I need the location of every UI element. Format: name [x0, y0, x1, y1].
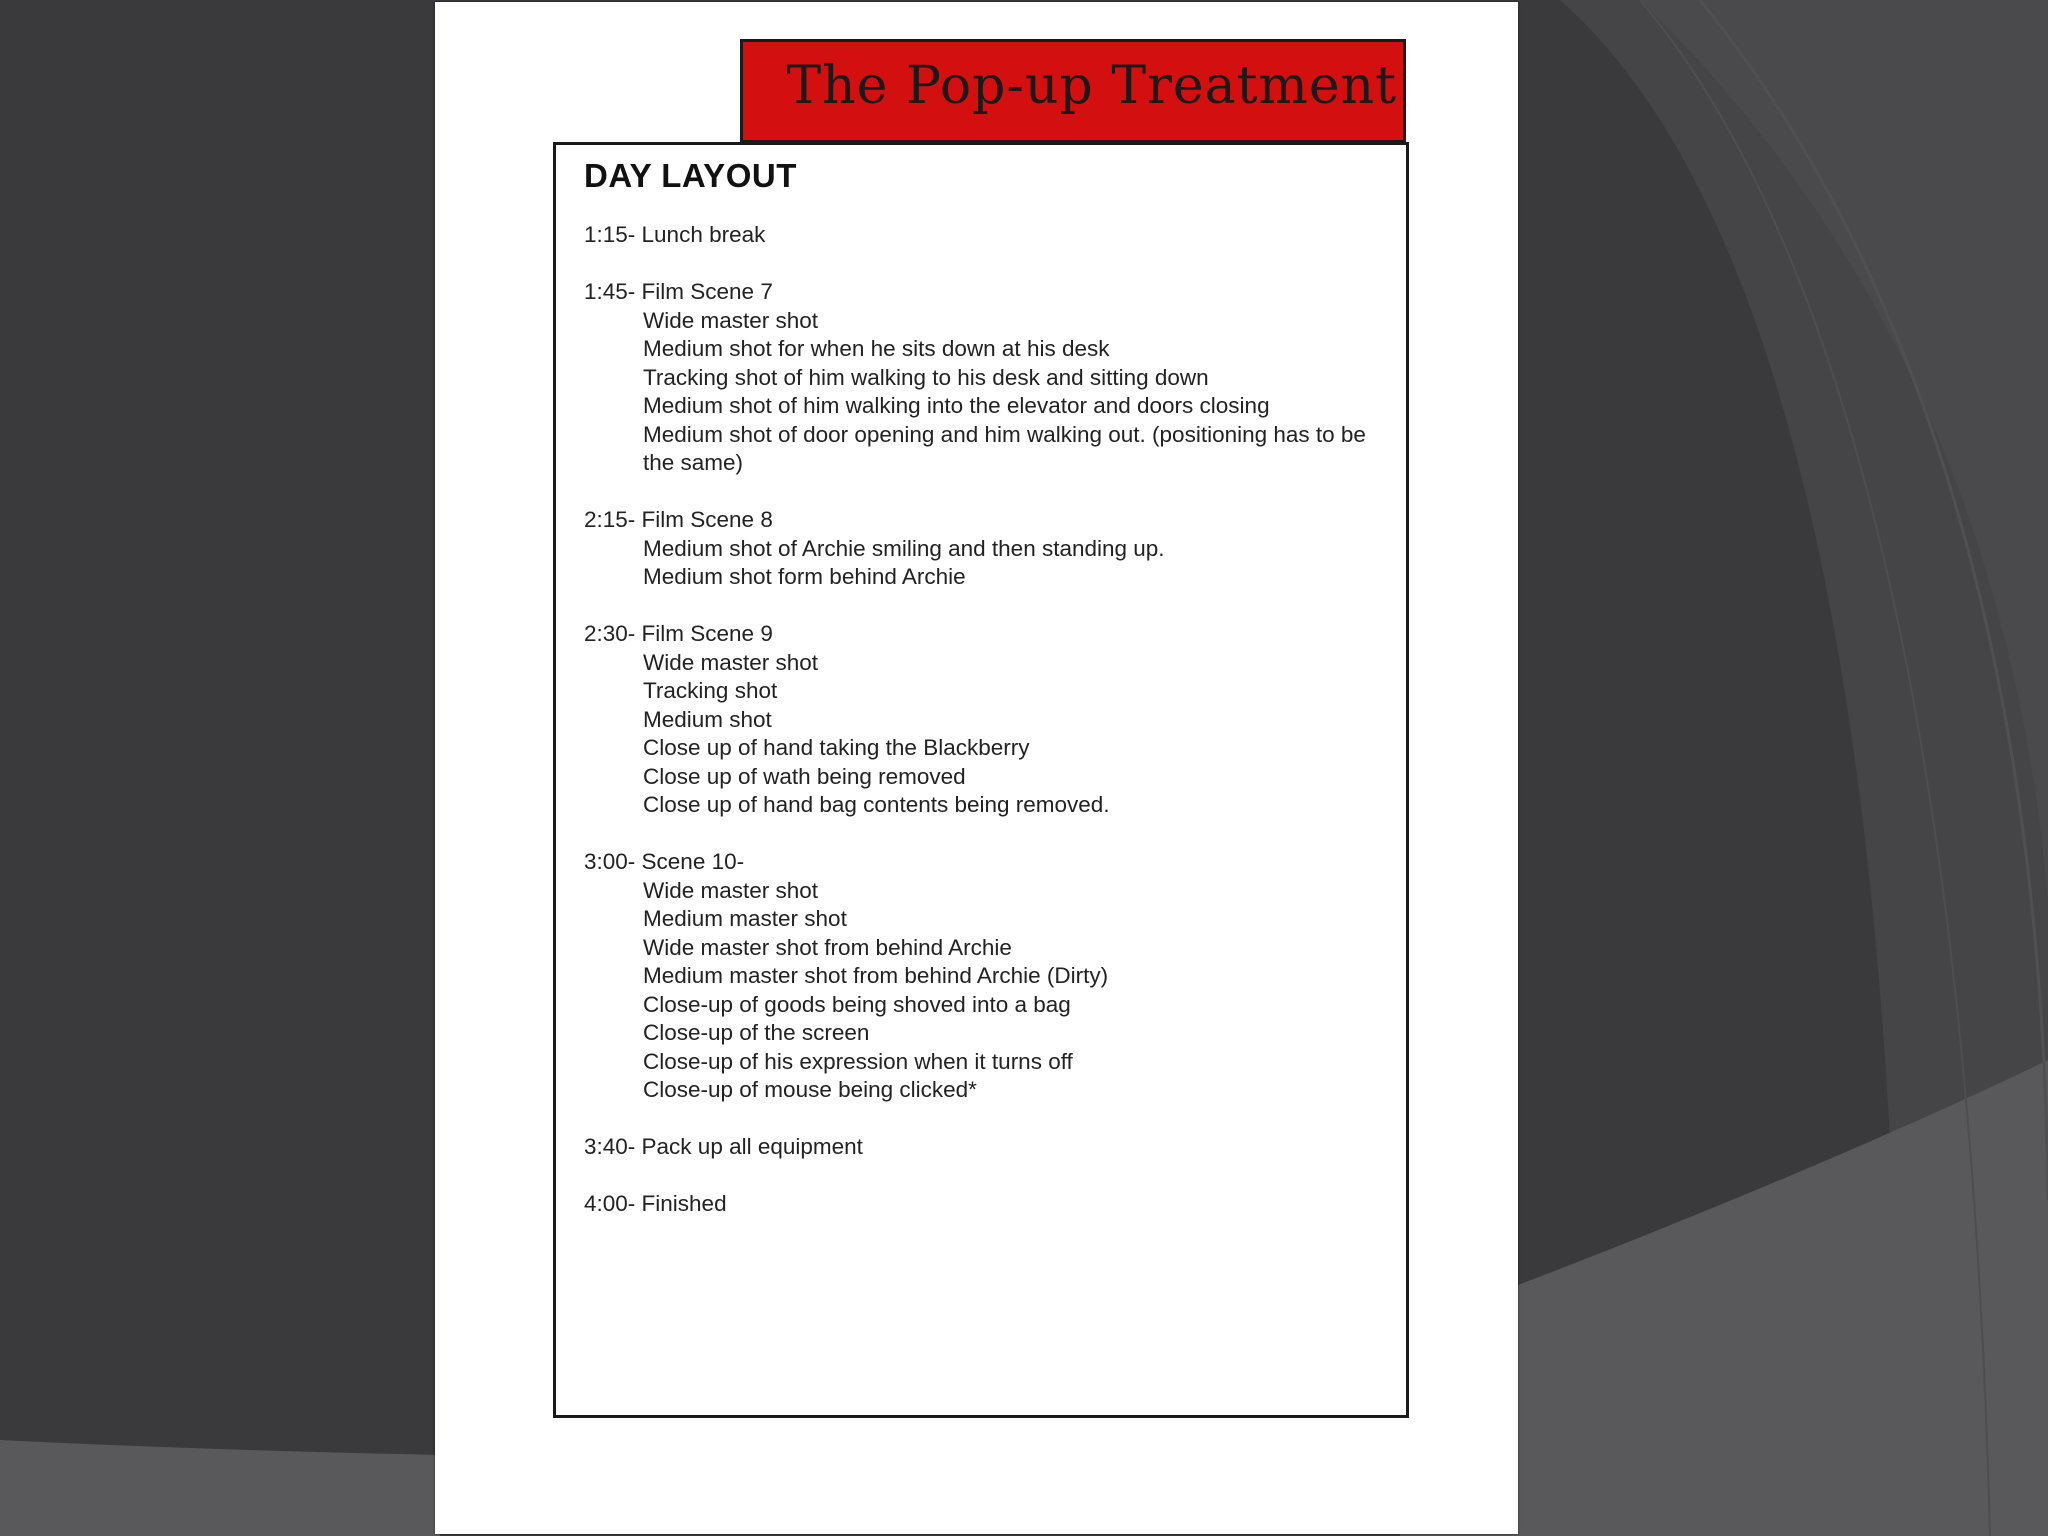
schedule-block: [584, 506, 1384, 592]
shot-item: Medium master shot: [643, 906, 847, 931]
schedule-block: [584, 221, 1384, 250]
shot-item: Wide master shot: [643, 649, 819, 675]
schedule-entry: 2:30- Film Scene 9: [584, 621, 773, 646]
schedule-block: [584, 1190, 1384, 1219]
shot-item: Medium shot of him walking into the elevator and doors closing: [643, 393, 1270, 418]
document-page: [435, 2, 1518, 1534]
schedule-entry: 2:15- Film Scene 8: [584, 507, 773, 532]
shot-item: Medium shot of Archie smiling and then standing up.: [643, 535, 1165, 561]
shot-item: Medium shot of door opening and him walking out. (positioning has to be the same): [643, 421, 1366, 475]
shot-item: Medium master shot from behind Archie (Dirty): [643, 963, 1109, 988]
shot-item: Close up of hand taking the Blackberry: [643, 735, 1030, 760]
shot-item: Close-up of the screen: [643, 1020, 870, 1045]
shot-item: Close up of wath being removed: [643, 763, 966, 789]
schedule-entry: 3:40- Pack up all equipment: [584, 1134, 863, 1159]
shot-item: Close-up of mouse being clicked*: [643, 1077, 977, 1102]
shot-item: Close up of hand bag contents being removed.: [643, 792, 1110, 817]
shot-item: Medium shot: [643, 706, 772, 732]
schedule-list: [584, 221, 1384, 1247]
shot-item: Medium shot for when he sits down at his desk: [643, 336, 1110, 361]
shot-item: Wide master shot: [643, 877, 819, 903]
schedule-entry: 1:15- Lunch break: [584, 222, 766, 247]
shot-item: Tracking shot of him walking to his desk and sitting down: [643, 364, 1209, 390]
shot-item: Wide master shot: [643, 307, 819, 333]
schedule-entry: 1:45- Film Scene 7: [584, 279, 773, 304]
shot-item: Close-up of his expression when it turns off: [643, 1048, 1073, 1074]
section-heading: DAY LAYOUT: [584, 157, 797, 194]
document-title: The Pop-up Treatment: [786, 56, 1397, 116]
schedule-entry: 4:00- Finished: [584, 1191, 727, 1216]
shot-item: Close-up of goods being shoved into a bag: [643, 991, 1071, 1017]
schedule-block: [584, 1133, 1384, 1162]
schedule-block: [584, 278, 1384, 478]
schedule-block: [584, 620, 1384, 820]
shot-item: Wide master shot from behind Archie: [643, 934, 1012, 960]
shot-item: Medium shot form behind Archie: [643, 564, 966, 589]
title-banner: [740, 39, 1406, 143]
content-box: [553, 142, 1409, 1418]
shot-item: Tracking shot: [643, 678, 778, 703]
schedule-block: [584, 848, 1384, 1105]
schedule-entry: 3:00- Scene 10-: [584, 849, 745, 874]
